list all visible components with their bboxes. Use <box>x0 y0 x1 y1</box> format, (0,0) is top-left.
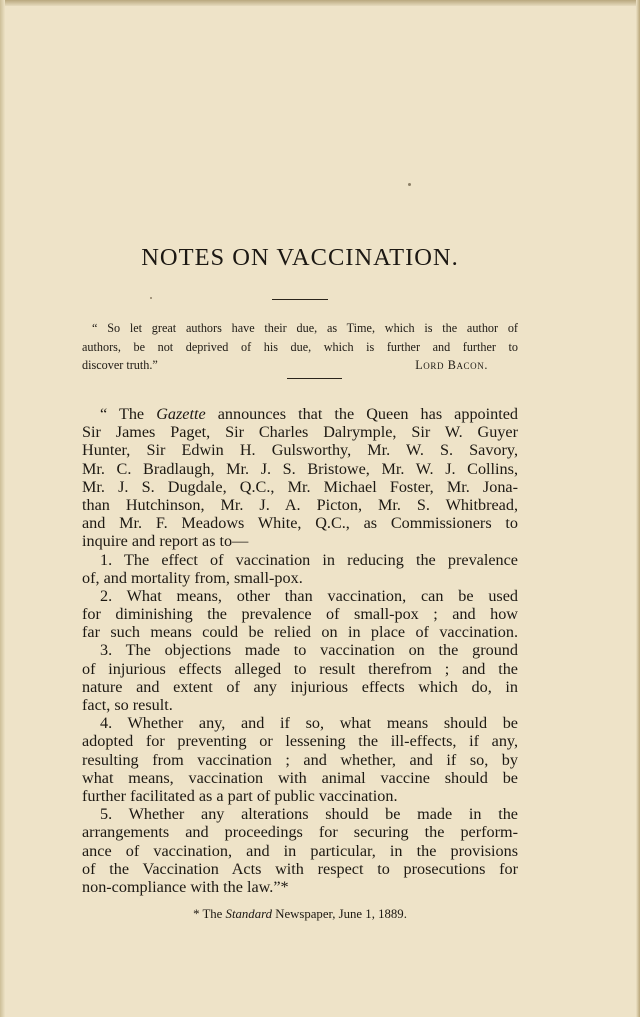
body-line: Sir James Paget, Sir Charles Dalrymple, Sir W. Guyer <box>82 423 518 442</box>
body-line: resulting from vaccination ; and whether, and if so, by <box>82 750 518 769</box>
page-right-edge <box>636 0 640 1017</box>
gazette-title: Gazette <box>156 405 206 423</box>
body-line: Mr. C. Bradlaugh, Mr. J. S. Bristowe, Mr. W. J. Collins, <box>82 459 518 478</box>
body-line: far such means could be relied on in place of vaccination. <box>82 623 518 642</box>
page-top-edge <box>0 0 640 6</box>
epigraph-line: authors, be not deprived of his due, which is further and further to <box>82 339 518 354</box>
body-line: of the Vaccination Acts with respect to prosecutions for <box>82 859 518 878</box>
body-line: Hunter, Sir Edwin H. Gulsworthy, Mr. W. S. Savory, <box>82 441 518 460</box>
body-line: fact, so result. <box>82 696 173 714</box>
body-line: inquire and report as to— <box>82 532 249 551</box>
page-left-edge <box>0 0 5 1017</box>
body-line: 1. The effect of vaccination in reducing the prevalence <box>100 550 518 569</box>
body-line <box>82 405 518 423</box>
body-line: what means, vaccination with animal vaccine should be <box>82 768 518 787</box>
epigraph-last-line <box>82 356 518 375</box>
footnote <box>0 907 600 922</box>
body-line: of injurious effects alleged to result therefrom ; and the <box>82 659 518 678</box>
quote-open: “ The <box>100 405 157 423</box>
body-line: nature and extent of any injurious effects which do, in <box>82 677 518 696</box>
body-line: 5. Whether any alterations should be made in the <box>100 805 518 824</box>
body-line: Mr. J. S. Dugdale, Q.C., Mr. Michael Foster, Mr. Jona- <box>82 477 518 496</box>
body-line: for diminishing the prevalence of small-pox ; and how <box>82 605 518 624</box>
body-line: than Hutchinson, Mr. J. A. Picton, Mr. S. Whitbread, <box>82 495 518 514</box>
epigraph-attribution: Lord Bacon. <box>415 358 488 373</box>
body-line: further facilitated as a part of public vaccination. <box>82 786 398 805</box>
body-line: and Mr. F. Meadows White, Q.C., as Commissioners to <box>82 514 518 533</box>
epigraph-line: “ So let great authors have their due, as Time, which is the author of <box>92 321 518 335</box>
footnote-source: Standard <box>225 907 272 921</box>
paper-speck <box>408 183 411 186</box>
body-line: non-compliance with the law.”* <box>82 877 289 896</box>
body-line: arrangements and proceedings for securing the perform- <box>82 823 518 842</box>
body-line: 2. What means, other than vaccination, can be used <box>100 586 518 605</box>
paper-speck <box>150 297 152 299</box>
body-line: ance of vaccination, and in particular, in the provisions <box>82 841 518 860</box>
body-line-rest: announces that the Queen has appointed <box>205 405 519 423</box>
footnote-prefix: * The <box>193 907 226 921</box>
page-title: NOTES ON VACCINATION. <box>141 244 459 271</box>
epigraph-line: discover truth.” <box>82 358 158 373</box>
body-line: adopted for preventing or lessening the ill-effects, if any, <box>82 732 518 751</box>
body-line: 4. Whether any, and if so, what means should be <box>100 714 518 733</box>
title-divider <box>272 299 328 300</box>
epigraph-divider <box>287 378 342 379</box>
body-line: of, and mortality from, small-pox. <box>82 568 303 587</box>
body-text <box>82 405 518 896</box>
footnote-suffix: Newspaper, June 1, 1889. <box>272 907 407 921</box>
body-line: 3. The objections made to vaccination on the ground <box>100 641 518 660</box>
epigraph <box>82 319 518 375</box>
